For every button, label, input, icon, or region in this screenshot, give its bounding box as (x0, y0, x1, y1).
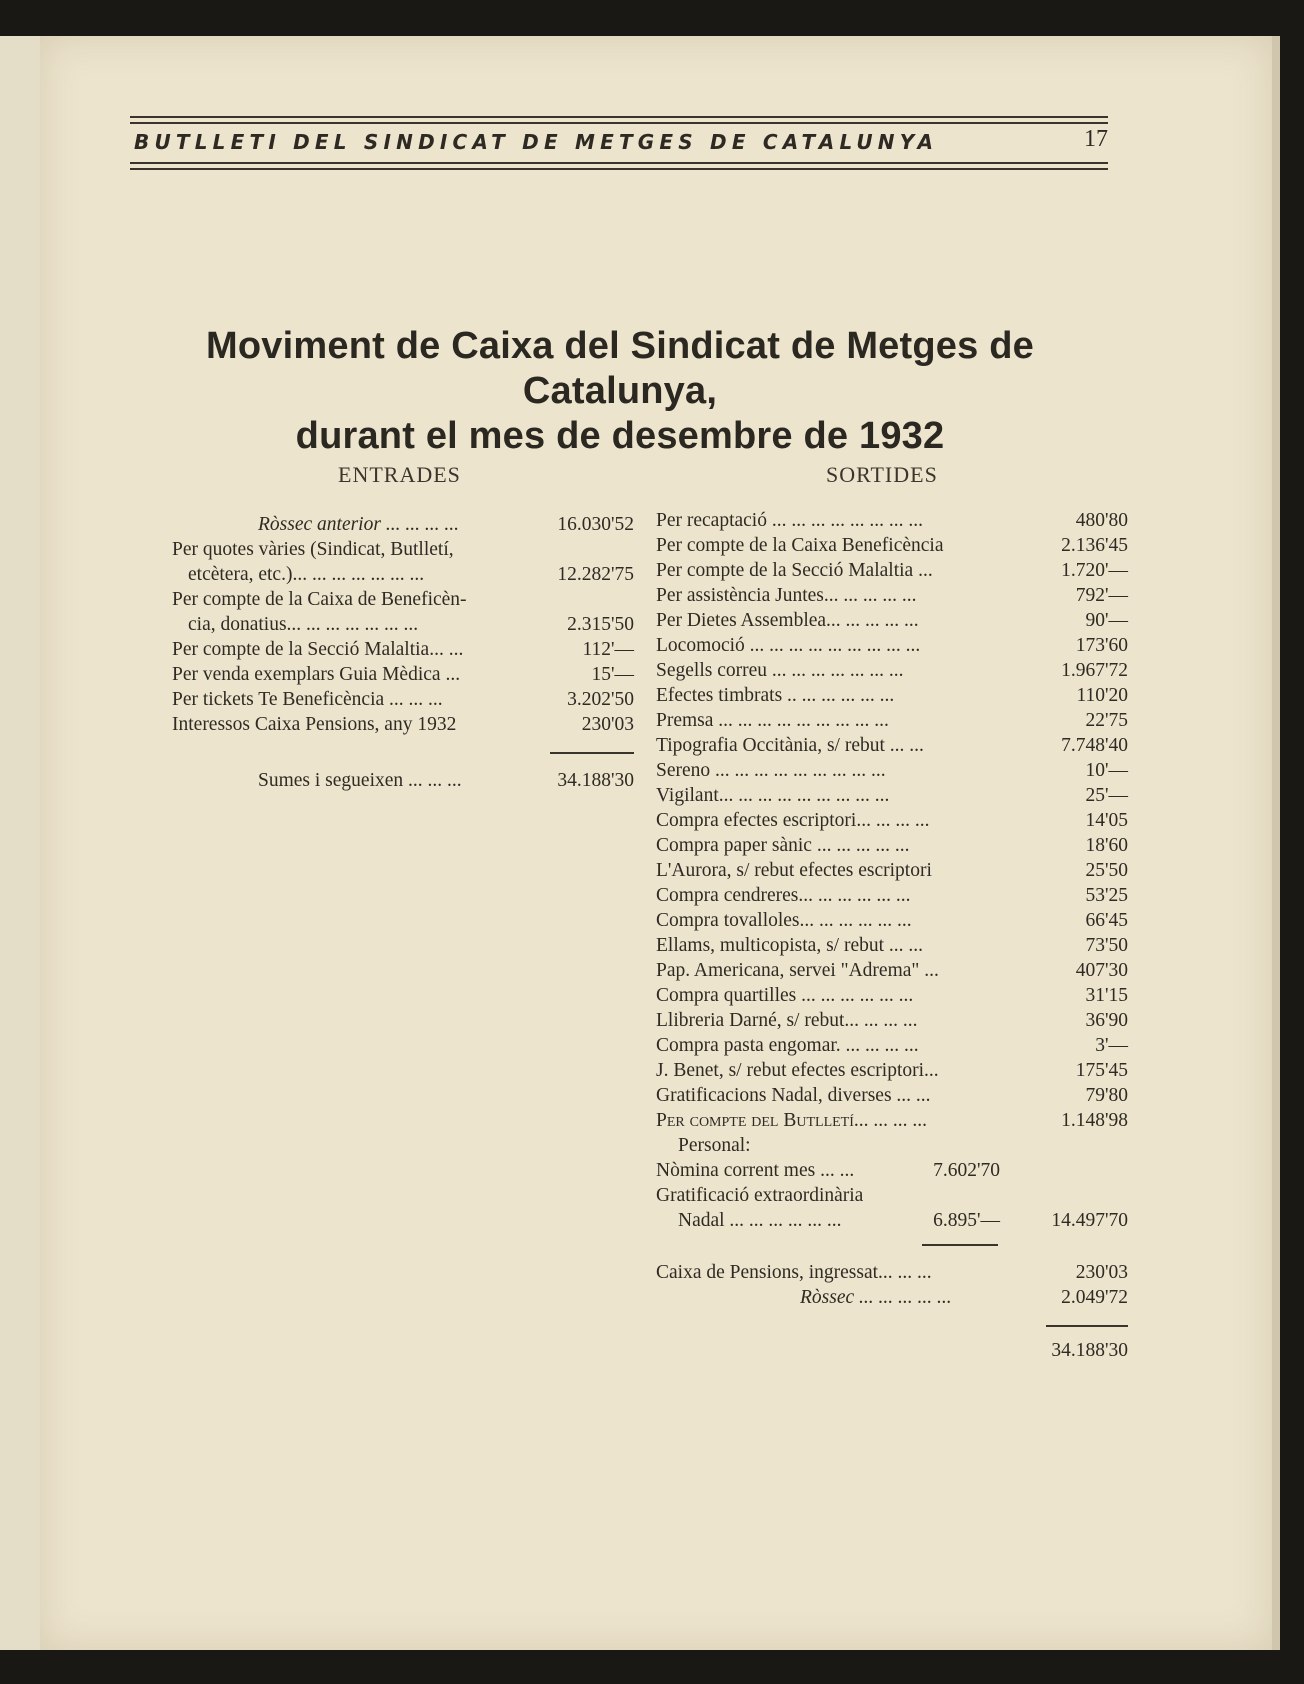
header-rule-top (130, 116, 1108, 118)
ledger-amount: 73'50 (1085, 935, 1128, 956)
ledger-amount: 2.315'50 (567, 614, 634, 635)
ledger-label: Ròssec ... ... ... ... ... (800, 1287, 952, 1308)
ledger-label: Locomoció ... ... ... ... ... ... ... ... ... (656, 635, 921, 656)
ledger-label: Per Dietes Assemblea... ... ... ... ... (656, 610, 919, 631)
ledger-amount: 230'03 (1075, 1262, 1128, 1283)
ledger-total-amount: 34.188'30 (557, 770, 634, 791)
running-header (130, 78, 1108, 174)
ledger-label: Per compte de la Secció Malaltia... ... (172, 639, 464, 660)
ledger-amount: 25'— (1085, 785, 1128, 806)
ledger-label: Compra tovalloles... ... ... ... ... ... (656, 910, 912, 931)
sortides-ledger (656, 510, 1128, 1370)
ledger-label: etcètera, etc.)... ... ... ... ... ... ... (188, 564, 425, 585)
ledger-amount: 1.148'98 (1061, 1110, 1128, 1131)
ledger-label: J. Benet, s/ rebut efectes escriptori... (656, 1060, 939, 1081)
ledger-amount: 7.748'40 (1061, 735, 1128, 756)
ledger-amount: 15'— (591, 664, 634, 685)
ledger-amount: 792'— (1075, 585, 1128, 606)
ledger-amount: 14'05 (1085, 810, 1128, 831)
page-title (120, 324, 1120, 459)
ledger-label: Per recaptació ... ... ... ... ... ... ... ... (656, 510, 923, 531)
ledger-label: Ròssec anterior ... ... ... ... (258, 514, 459, 535)
ledger-label: Interessos Caixa Pensions, any 1932 (172, 714, 457, 735)
running-title: BUTLLETI DEL SINDICAT DE METGES DE CATALUNYA (134, 130, 939, 154)
ledger-label: Compra efectes escriptori... ... ... ... (656, 810, 930, 831)
header-rule-bottom-inner (130, 168, 1108, 170)
page-number: 17 (1084, 126, 1108, 152)
ledger-label: Per compte de la Caixa Beneficència (656, 535, 944, 556)
ledger-label: Sereno ... ... ... ... ... ... ... ... ... (656, 760, 886, 781)
personal-amount: 7.602'70 (933, 1160, 1000, 1181)
sum-rule (550, 752, 634, 754)
entrades-ledger (172, 514, 634, 804)
ledger-amount: 2.136'45 (1061, 535, 1128, 556)
ledger-amount: 1.967'72 (1061, 660, 1128, 681)
ledger-label: Per compte del Butlletí... ... ... ... (656, 1110, 928, 1131)
ledger-label: Premsa ... ... ... ... ... ... ... ... ... (656, 710, 889, 731)
ledger-amount: 10'— (1085, 760, 1128, 781)
ledger-amount: 16.030'52 (557, 514, 634, 535)
ledger-amount: 90'— (1085, 610, 1128, 631)
personal-label: Nadal ... ... ... ... ... ... (678, 1210, 842, 1231)
ledger-amount: 173'60 (1075, 635, 1128, 656)
binding-edge (0, 36, 42, 1650)
ledger-label: cia, donatius... ... ... ... ... ... ... (188, 614, 419, 635)
ledger-amount: 66'45 (1085, 910, 1128, 931)
ledger-label: Compra quartilles ... ... ... ... ... ... (656, 985, 914, 1006)
personal-total: 14.497'70 (1051, 1210, 1128, 1231)
entrades-heading: ENTRADES (338, 462, 461, 487)
ledger-label: Per tickets Te Beneficència ... ... ... (172, 689, 443, 710)
ledger-amount: 230'03 (581, 714, 634, 735)
ledger-label: Gratificacions Nadal, diverses ... ... (656, 1085, 931, 1106)
ledger-amount: 12.282'75 (557, 564, 634, 585)
ledger-label: Ellams, multicopista, s/ rebut ... ... (656, 935, 924, 956)
ledger-label: Vigilant... ... ... ... ... ... ... ... ... (656, 785, 890, 806)
personal-heading: Personal: (678, 1135, 751, 1156)
ledger-amount: 53'25 (1085, 885, 1128, 906)
ledger-amount: 31'15 (1085, 985, 1128, 1006)
ledger-amount: 407'30 (1075, 960, 1128, 981)
ledger-label: Efectes timbrats .. ... ... ... ... ... (656, 685, 895, 706)
ledger-label: Segells correu ... ... ... ... ... ... ... (656, 660, 904, 681)
sum-rule (922, 1244, 998, 1246)
ledger-label: Pap. Americana, servei "Adrema" ... (656, 960, 939, 981)
header-rule-bottom (130, 162, 1108, 164)
personal-amount: 6.895'— (933, 1210, 1000, 1231)
personal-label: Nòmina corrent mes ... ... (656, 1160, 855, 1181)
ledger-label: Compra cendreres... ... ... ... ... ... (656, 885, 911, 906)
ledger-label: Per assistència Juntes... ... ... ... ... (656, 585, 917, 606)
header-rule-top-inner (130, 122, 1108, 124)
ledger-label: Per venda exemplars Guia Mèdica ... (172, 664, 461, 685)
sortides-heading: SORTIDES (826, 462, 938, 487)
ledger-amount: 480'80 (1075, 510, 1128, 531)
ledger-label: Per compte de la Secció Malaltia ... (656, 560, 933, 581)
ledger-amount: 3.202'50 (567, 689, 634, 710)
ledger-amount: 2.049'72 (1061, 1287, 1128, 1308)
page-edge (1272, 36, 1280, 1650)
ledger-grand-total: 34.188'30 (1051, 1340, 1128, 1361)
ledger-label: L'Aurora, s/ rebut efectes escriptori (656, 860, 932, 881)
ledger-total-label: Sumes i segueixen ... ... ... (258, 770, 462, 791)
ledger-amount: 112'— (582, 639, 634, 660)
ledger-label: Llibreria Darné, s/ rebut... ... ... ... (656, 1010, 918, 1031)
sum-rule (1046, 1325, 1128, 1327)
ledger-amount: 25'50 (1085, 860, 1128, 881)
ledger-amount: 1.720'— (1061, 560, 1128, 581)
personal-label: Gratificació extraordinària (656, 1185, 864, 1206)
ledger-amount: 36'90 (1085, 1010, 1128, 1031)
ledger-label: Per quotes vàries (Sindicat, Butlletí, (172, 539, 454, 560)
ledger-label: Compra paper sànic ... ... ... ... ... (656, 835, 910, 856)
ledger-amount: 18'60 (1085, 835, 1128, 856)
ledger-label: Tipografia Occitània, s/ rebut ... ... (656, 735, 924, 756)
ledger-label: Caixa de Pensions, ingressat... ... ... (656, 1262, 932, 1283)
ledger-amount: 175'45 (1075, 1060, 1128, 1081)
ledger-amount: 22'75 (1085, 710, 1128, 731)
ledger-amount: 110'20 (1076, 685, 1128, 706)
title-line-1: Moviment de Caixa del Sindicat de Metges de Catalunya, (206, 325, 1034, 412)
title-line-2: durant el mes de desembre de 1932 (295, 415, 945, 457)
ledger-amount: 3'— (1095, 1035, 1128, 1056)
ledger-label: Per compte de la Caixa de Beneficèn- (172, 589, 467, 610)
ledger-label: Compra pasta engomar. ... ... ... ... (656, 1035, 919, 1056)
ledger-amount: 79'80 (1085, 1085, 1128, 1106)
